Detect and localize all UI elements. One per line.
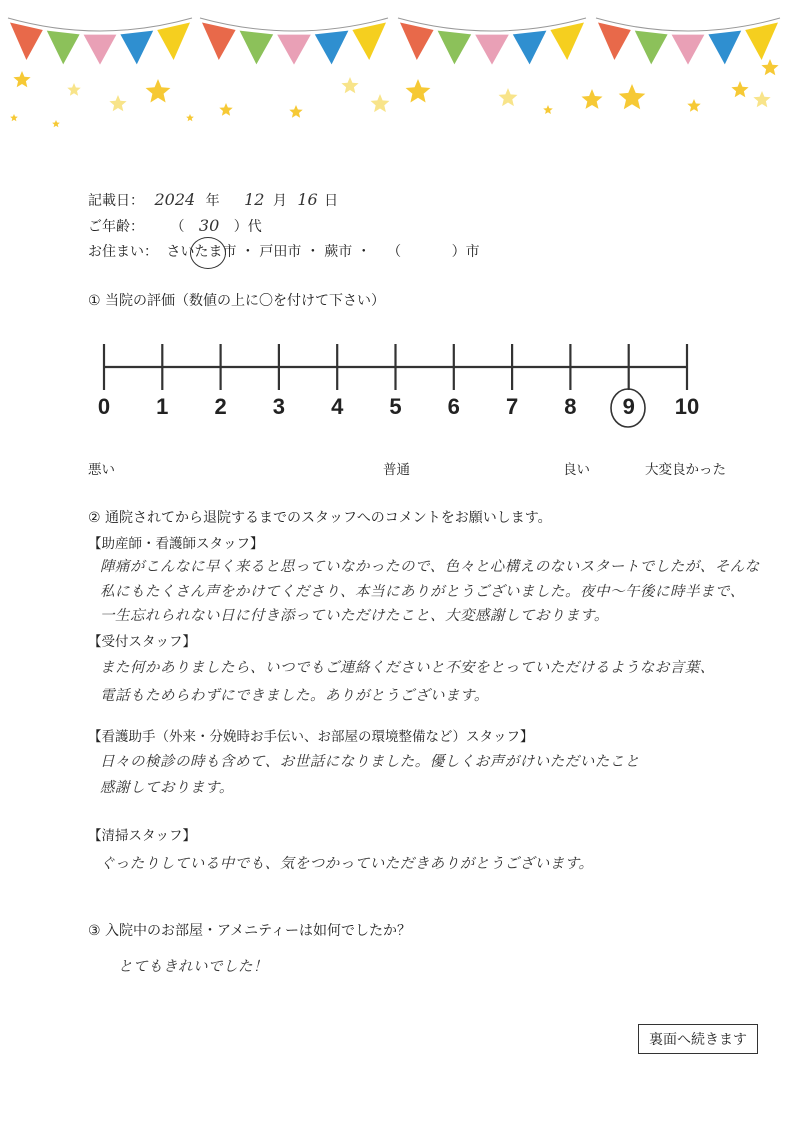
scale-label-5: 5 <box>389 394 402 419</box>
date-row <box>88 190 338 210</box>
scale-word-normal: 普通 <box>383 462 410 478</box>
reception-comment-line-1: また何かありましたら、いつでもご連絡くださいと不安をとっていただけるようなお言葉、 <box>100 660 715 676</box>
star-icon <box>341 77 358 93</box>
scale-word-good: 良い <box>563 462 590 478</box>
bunting-flag <box>277 35 311 65</box>
scale-label-7: 7 <box>505 394 519 419</box>
bunting-flag <box>550 23 584 60</box>
star-icon <box>582 89 603 109</box>
bunting-flag <box>672 35 705 65</box>
scale-label-0: 0 <box>97 394 111 419</box>
age-open: （ <box>170 219 185 235</box>
midwife-comment-line-1: 陣痛がこんなに早く来ると思っていなかったので、色々と心構えのないスタートでしたが、そんな <box>100 559 760 575</box>
date-day-value: 16 <box>297 190 318 209</box>
selection-circle <box>190 237 226 269</box>
residence-other-open: （ <box>387 244 402 260</box>
scale-word-bad: 悪い <box>88 462 115 478</box>
bunting-flag <box>475 35 509 65</box>
age-close: ）代 <box>233 219 262 235</box>
scale-word-very-good: 大変良かった <box>645 462 726 478</box>
bunting-flag <box>10 23 43 60</box>
star-icon <box>52 120 60 127</box>
bunting-flag <box>708 31 741 65</box>
section3-title: ③ 入院中のお部屋・アメニティーは如何でしたか？ <box>88 923 412 939</box>
star-icon <box>13 71 30 87</box>
star-icon <box>543 105 553 114</box>
residence-option-warabi: 蕨市 <box>324 244 353 260</box>
bunting-flag <box>47 31 80 65</box>
bunting-decoration <box>0 0 800 140</box>
star-icon <box>731 81 748 97</box>
reception-comment-line-2: 電話もためらわずにできました。ありがとうございます。 <box>100 688 489 704</box>
midwife-comment-line-2: 私にもたくさん声をかけてくださり、本当にありがとうございました。夜中〜午後に時半まで、 <box>100 584 745 600</box>
cleaning-heading: 【清掃スタッフ】 <box>88 828 196 844</box>
star-icon <box>406 79 431 103</box>
assistant-comment-line-1: 日々の検診の時も含めて、お世話になりました。優しくお声がけいただいたこと <box>100 754 640 770</box>
scale-label-10: 10 <box>674 394 700 419</box>
residence-label: お住まい： <box>88 244 158 260</box>
date-month-unit: 月 <box>272 193 287 209</box>
age-value: 30 <box>198 216 220 235</box>
residence-option-toda: 戸田市 <box>259 244 302 260</box>
star-icon <box>761 59 778 75</box>
star-icon <box>109 95 126 111</box>
section2-title: ② 通院されてから退院するまでのスタッフへのコメントをお願いします。 <box>88 510 552 526</box>
bunting-flag <box>598 23 631 60</box>
date-month-value: 12 <box>244 190 265 209</box>
bunting-flag <box>315 31 349 65</box>
continue-on-back-box: 裏面へ続きます <box>638 1024 758 1054</box>
scale-label-2: 2 <box>214 394 227 419</box>
midwife-comment-line-3: 一生忘れられない日に付き添っていただけたこと、大変感謝しております。 <box>100 608 609 624</box>
section1-title: ① 当院の評価（数値の上に〇を付けて下さい） <box>88 293 385 309</box>
residence-row: お住まい： さいたま市 ・ 戸田市 ・ 蕨市 ・ （ ）市 <box>88 241 480 261</box>
section3-answer: とてもきれいでした！ <box>118 959 268 975</box>
age-row <box>88 216 262 236</box>
assistant-heading: 【看護助手（外来・分娩時お手伝い、お部屋の環境整備など）スタッフ】 <box>88 729 534 745</box>
star-icon <box>10 114 18 121</box>
date-day-unit: 日 <box>324 193 339 209</box>
star-icon <box>687 99 700 112</box>
scale-label-6: 6 <box>447 394 460 419</box>
star-icon <box>186 114 194 121</box>
bunting-flag <box>635 31 668 65</box>
midwife-heading: 【助産師・看護師スタッフ】 <box>88 536 264 552</box>
date-year-value: 2024 <box>154 190 196 209</box>
bunting-flag <box>157 23 190 60</box>
residence-other-close: ）市 <box>451 244 480 260</box>
scale-label-8: 8 <box>564 394 577 419</box>
star-icon <box>371 94 390 112</box>
scale-label-9: 9 <box>622 394 635 419</box>
bunting-flag <box>438 31 472 65</box>
bunting-flag <box>240 31 274 65</box>
age-label: ご年齢： <box>88 219 144 235</box>
star-icon <box>219 103 232 116</box>
cleaning-comment-line-1: ぐったりしている中でも、気をつかっていただきありがとうございます。 <box>100 856 594 872</box>
scale-label-1: 1 <box>156 394 169 419</box>
star-icon <box>289 105 302 118</box>
bunting-flag <box>120 31 153 65</box>
bunting-flag <box>513 31 547 65</box>
date-year-unit: 年 <box>205 193 220 209</box>
date-label: 記載日： <box>88 193 144 209</box>
reception-heading: 【受付スタッフ】 <box>88 634 196 650</box>
star-icon <box>619 84 646 109</box>
residence-option-saitama: さいたま市 <box>166 244 240 260</box>
bunting-flag <box>745 23 778 60</box>
star-icon <box>499 88 518 106</box>
bunting-flag <box>352 23 386 60</box>
star-icon <box>753 91 770 107</box>
assistant-comment-line-2: 感謝しております。 <box>100 780 234 796</box>
bunting-flag <box>202 23 236 60</box>
bunting-flag <box>400 23 434 60</box>
bunting-flag <box>84 35 117 65</box>
scale-label-4: 4 <box>331 394 344 419</box>
scale-label-3: 3 <box>272 394 286 419</box>
star-icon <box>67 83 80 96</box>
star-icon <box>146 79 171 103</box>
